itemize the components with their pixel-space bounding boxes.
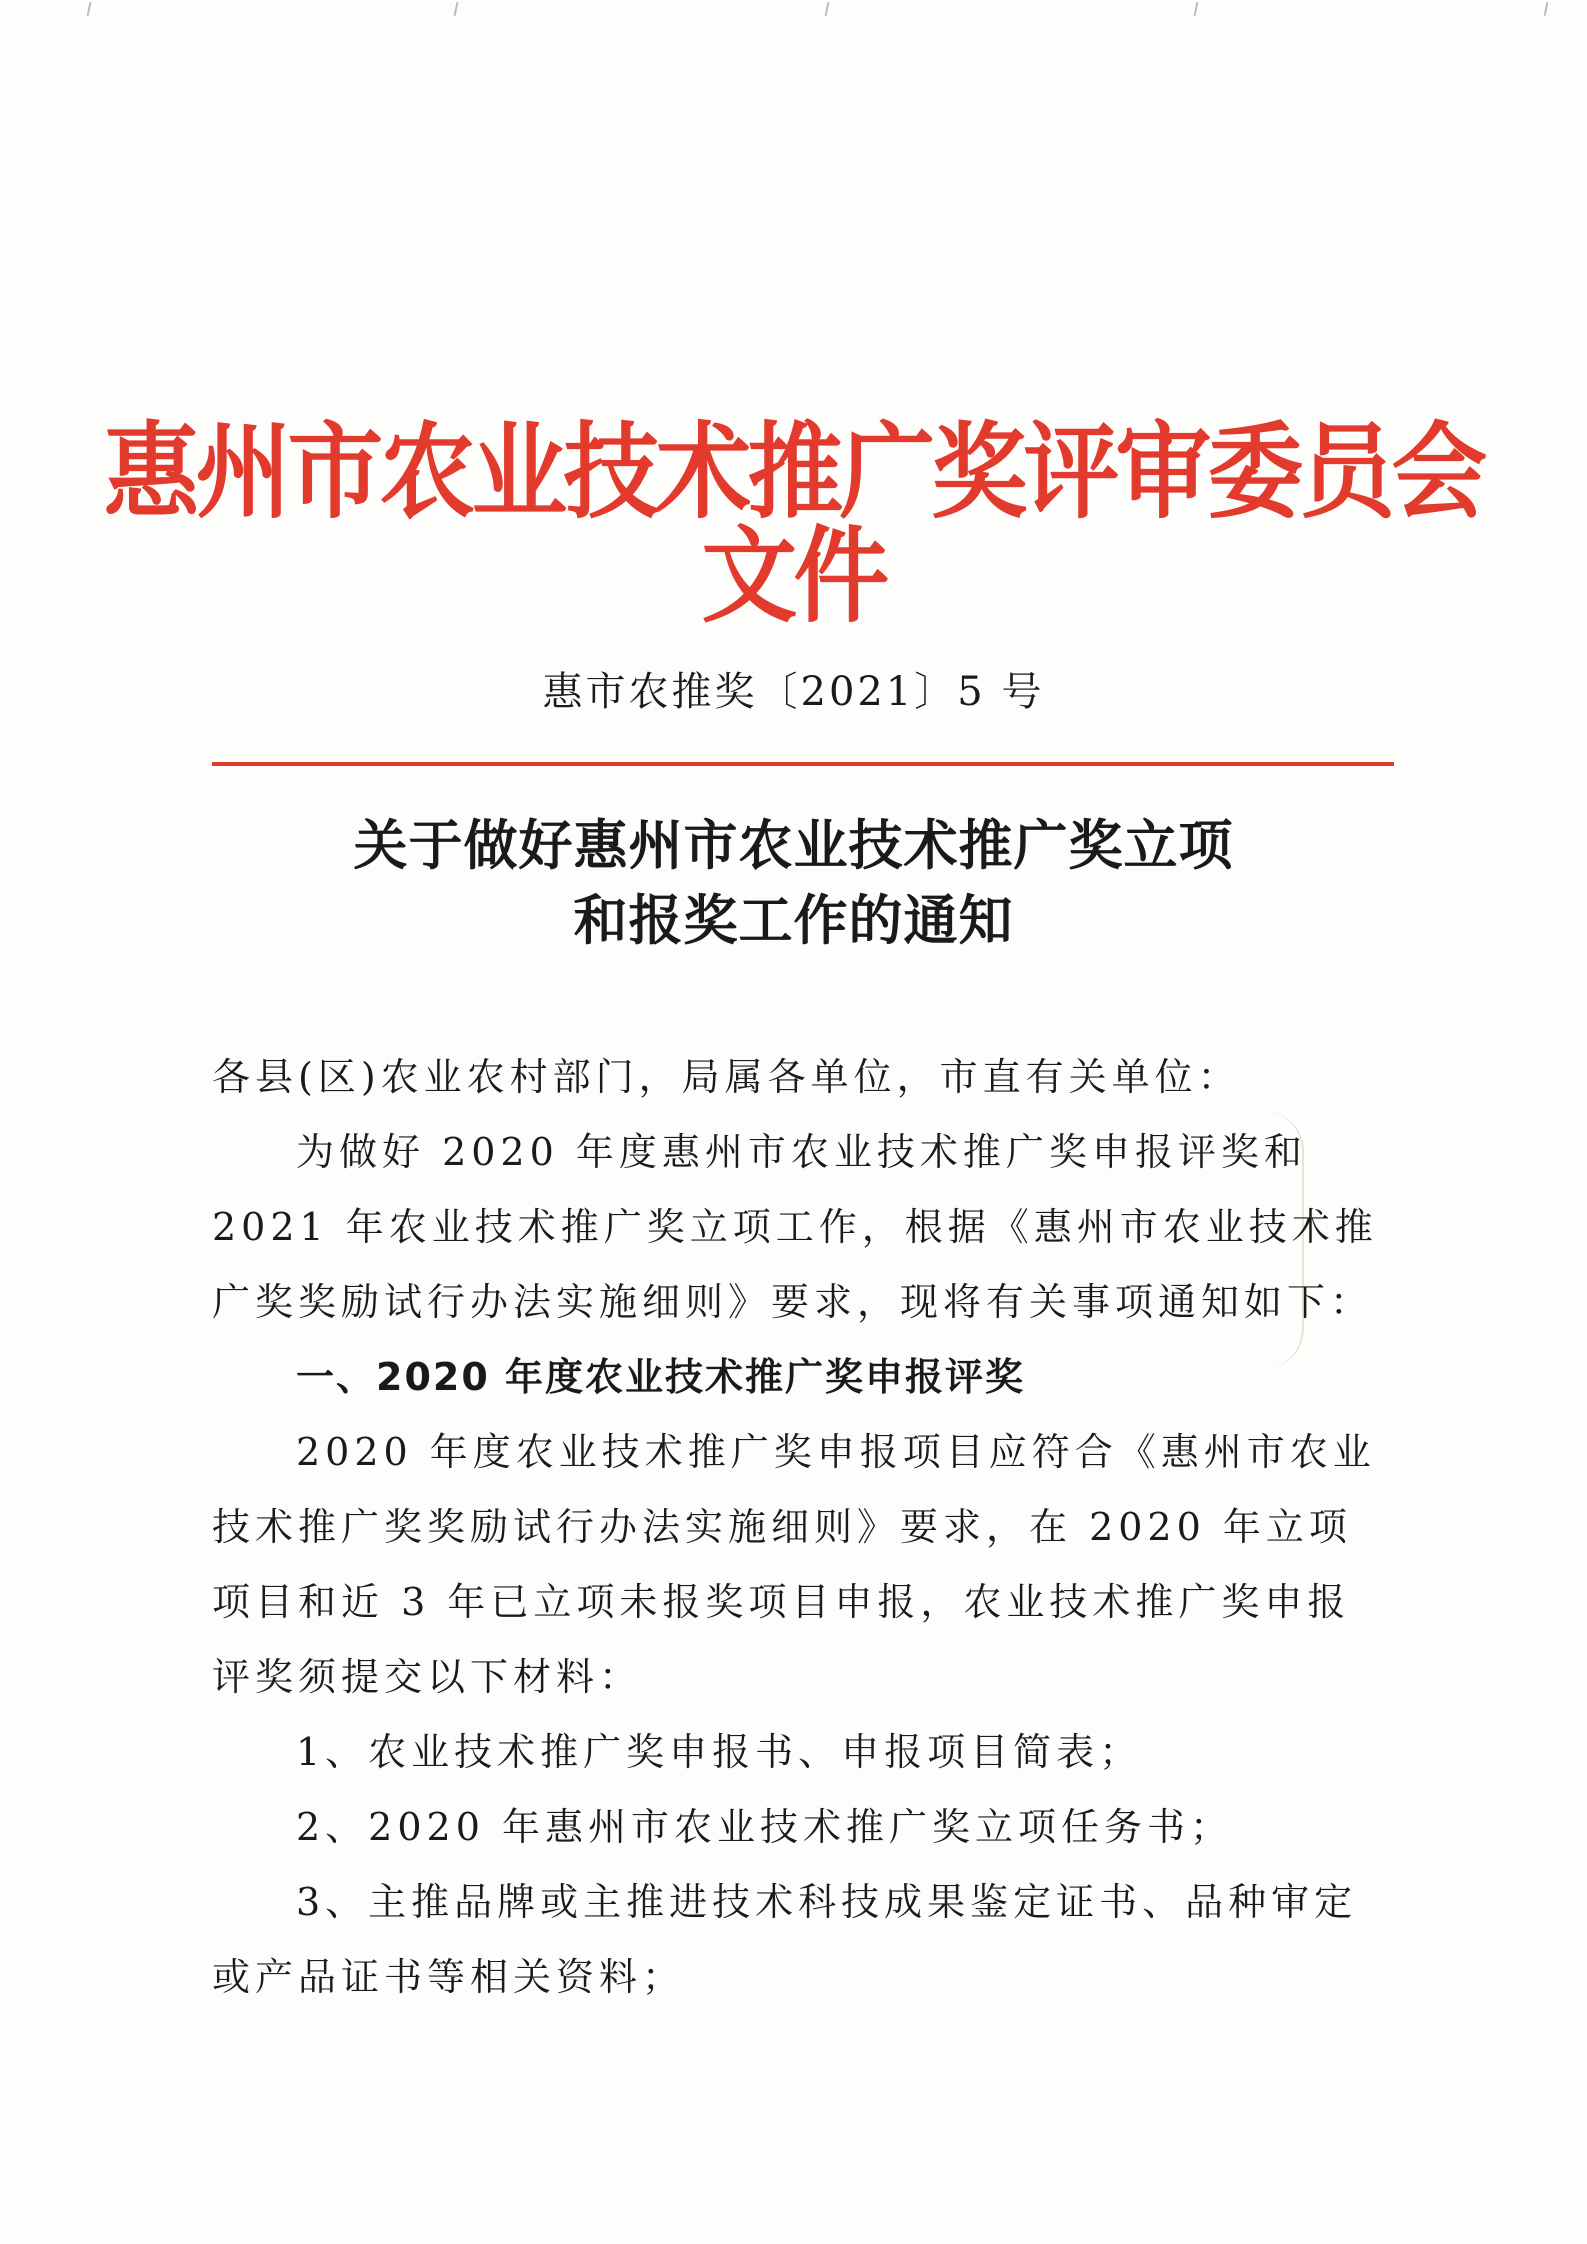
list-item: 3、主推品牌或主推进技术科技成果鉴定证书、品种审定或产品证书等相关资料；: [212, 1880, 1358, 1999]
document-body: [212, 1040, 1392, 2015]
notice-title-line1: 关于做好惠州市农业技术推广奖立项: [353, 813, 1234, 877]
list-item: 2、2020 年惠州市农业技术推广奖立项任务书；: [296, 1805, 1233, 1849]
intro-paragraph: 为做好 2020 年度惠州市农业技术推广奖申报评奖和 2021 年农业技术推广奖立项工作，根据《惠州市农业技术推广奖奖励试行办法实施细则》要求，现将有关事项通知如下：: [212, 1130, 1378, 1324]
section-heading-1: 一、2020 年度农业技术推广奖申报评奖: [296, 1355, 1025, 1399]
scan-edge-marks: [0, 0, 1587, 20]
notice-title-line2: 和报奖工作的通知: [573, 888, 1014, 952]
section1-paragraph: 2020 年度农业技术推广奖申报项目应符合《惠州市农业技术推广奖奖励试行办法实施细则》要求，在 2020 年立项项目和近 3 年已立项未报奖项目申报，农业技术推广奖申报评奖须提交以下材料：: [212, 1430, 1376, 1699]
salutation: 各县(区)农业农村部门，局属各单位，市直有关单位：: [212, 1055, 1241, 1099]
red-divider-line: [212, 762, 1394, 766]
document-number: 惠市农推奖〔2021〕5 号: [542, 669, 1045, 715]
list-item: 1、农业技术推广奖申报书、申报项目简表；: [296, 1730, 1143, 1774]
issuing-authority-title: 惠州市农业技术推广奖评审委员会文件: [103, 411, 1484, 637]
